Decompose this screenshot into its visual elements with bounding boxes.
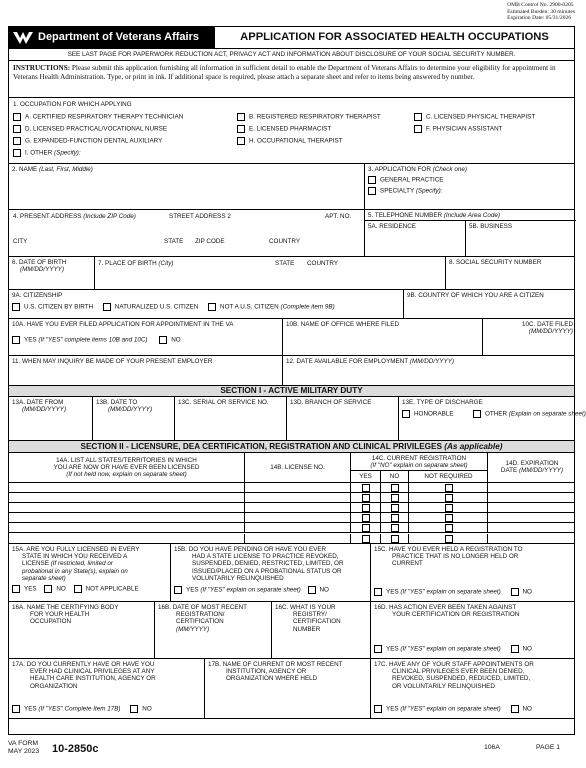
checkbox-icon[interactable] bbox=[391, 494, 399, 502]
checkbox-icon[interactable] bbox=[374, 705, 382, 713]
checkbox-icon[interactable] bbox=[391, 524, 399, 532]
checkbox-icon[interactable] bbox=[414, 125, 422, 133]
checkbox-icon[interactable] bbox=[362, 494, 370, 502]
col-license: 14B. LICENSE NO. bbox=[245, 453, 351, 482]
checkbox-icon[interactable] bbox=[511, 705, 519, 713]
col-expiration: 14D. EXPIRATION DATE (MM/DD/YYYY) bbox=[500, 460, 564, 475]
license-state-cell[interactable] bbox=[9, 503, 245, 512]
license-number-cell[interactable] bbox=[245, 493, 351, 502]
expiration-cell[interactable] bbox=[488, 503, 576, 512]
checkbox-icon[interactable] bbox=[445, 494, 453, 502]
q15b: 15B. DO YOU HAVE PENDING OR HAVE YOU EVER HAD A STATE LICENSE TO PRACTICE REVOKED, SUSPENDED, DENIED, RESTRICTED, LIMITED, OR ISSUED/PLACED ON A PROBATIONAL STATUS OR VOLUNTARILY RELINQUISHED YES (If "YES" explain on separate sheet) NO bbox=[171, 544, 371, 601]
reg-yes-cell bbox=[351, 534, 381, 543]
form-title: APPLICATION FOR ASSOCIATED HEALTH OCCUPATIONS bbox=[240, 31, 549, 44]
checkbox-icon[interactable] bbox=[445, 524, 453, 532]
reg-not-required-cell bbox=[409, 513, 488, 522]
col-states: 14A. LIST ALL STATES/TERRITORIES IN WHICH YOU ARE NOW OR HAVE EVER BEEN LICENSED (If not held now, explain on separate sheet) bbox=[9, 453, 245, 482]
checkbox-icon[interactable] bbox=[445, 535, 453, 543]
reg-yes-cell bbox=[351, 483, 381, 492]
checkbox-icon[interactable] bbox=[13, 149, 21, 157]
q5-telephone: 5. TELEPHONE NUMBER (Include Area Code) 5A. RESIDENCE 5B. BUSINESS bbox=[365, 210, 576, 256]
q15a: 15A. ARE YOU FULLY LICENSED IN EVERY STATE IN WHICH YOU RECEIVED A LICENSE (If restricted, limited or probational in any State(s), explain on separate sheet) YES NO NOT APPLICABLE bbox=[9, 544, 171, 601]
reg-no-cell bbox=[381, 513, 409, 522]
q11-q12-row bbox=[9, 356, 574, 386]
checkbox-icon[interactable] bbox=[374, 645, 382, 653]
checkbox-icon[interactable] bbox=[13, 125, 21, 133]
q9a-citizenship: 9A. CITIZENSHIP U.S. CITIZEN BY BIRTH NATURALIZED U.S. CITIZEN NOT A U.S. CITIZEN (Complete item 9B) bbox=[9, 290, 404, 318]
q1-option-e: E. LICENSED PHARMACIST bbox=[237, 125, 331, 133]
q1-occupation bbox=[9, 98, 574, 164]
checkbox-icon[interactable] bbox=[368, 176, 376, 184]
reg-no-cell bbox=[381, 483, 409, 492]
footer-form-label: VA FORM MAY 2023 bbox=[8, 740, 40, 755]
license-state-cell[interactable] bbox=[9, 534, 245, 543]
q2-name-field[interactable]: 2. NAME (Last, First, Middle) bbox=[9, 164, 365, 209]
license-table-row bbox=[9, 493, 574, 503]
omb-expiration: Expiration Date: 05/31/2026 bbox=[507, 15, 572, 22]
checkbox-icon[interactable] bbox=[12, 585, 20, 593]
footer-code: 106A bbox=[484, 744, 500, 751]
q1-option-h: H. OCCUPATIONAL THERAPIST bbox=[237, 137, 343, 145]
q1-option-b: B. REGISTERED RESPIRATORY THERAPIST bbox=[237, 113, 381, 121]
checkbox-icon[interactable] bbox=[391, 535, 399, 543]
va-logo-icon bbox=[12, 30, 34, 46]
checkbox-icon[interactable] bbox=[362, 504, 370, 512]
checkbox-icon[interactable] bbox=[44, 585, 52, 593]
department-name: Department of Veterans Affairs bbox=[38, 31, 199, 44]
notice-row bbox=[9, 49, 574, 61]
checkbox-icon[interactable] bbox=[402, 410, 410, 418]
q2-q3-row bbox=[9, 164, 574, 210]
section-2-header: SECTION II - LICENSURE, DEA CERTIFICATION, REGISTRATION AND CLINICAL PRIVILEGES (As applicable) bbox=[9, 441, 574, 453]
checkbox-icon[interactable] bbox=[12, 705, 20, 713]
q13d-branch-field[interactable]: 13D. BRANCH OF SERVICE bbox=[287, 397, 399, 440]
checkbox-icon[interactable] bbox=[74, 585, 82, 593]
checkbox-icon[interactable] bbox=[445, 504, 453, 512]
checkbox-icon[interactable] bbox=[237, 137, 245, 145]
checkbox-icon[interactable] bbox=[103, 303, 111, 311]
q16d: 16D. HAS ACTION EVER BEEN TAKEN AGAINST YOUR CERTIFICATION OR REGISTRATION YES (If "YES" explain on separate sheet) NO bbox=[374, 604, 532, 653]
checkbox-icon[interactable] bbox=[237, 113, 245, 121]
q9b-country-field[interactable]: 9B. COUNTRY OF WHICH YOU ARE A CITIZEN bbox=[407, 292, 544, 299]
q7-pob-field[interactable]: 7. PLACE OF BIRTH (City) STATE COUNTRY bbox=[95, 257, 446, 289]
instructions-text: Please submit this application furnishing all information in sufficient detail to enable the Department of Veterans Affairs to determine your eligibility for appointment in Veterans Health Administration. Type, or print in ink. If additional space is required, please attach a separate sheet and refer to items being answered by number. bbox=[13, 64, 556, 81]
reg-not-required-cell bbox=[409, 534, 488, 543]
q5a-residence-field[interactable]: 5A. RESIDENCE bbox=[365, 221, 466, 256]
section-1-row bbox=[9, 397, 586, 441]
footer-page: PAGE 1 bbox=[536, 744, 561, 751]
q17b-field[interactable]: 17B. NAME OF CURRENT OR MOST RECENT INSTITUTION, AGENCY OR ORGANIZATION WHERE HELD bbox=[205, 659, 371, 718]
license-number-cell[interactable] bbox=[245, 513, 351, 522]
reg-no-cell bbox=[381, 493, 409, 502]
q16c-field[interactable]: 16C. WHAT IS YOUR REGISTRY/ CERTIFICATION NUMBER bbox=[272, 602, 371, 658]
checkbox-icon[interactable] bbox=[445, 484, 453, 492]
license-table-row bbox=[9, 523, 574, 533]
application-form bbox=[8, 49, 586, 735]
q10b-office-field[interactable]: 10B. NAME OF OFFICE WHERE FILED bbox=[283, 319, 483, 355]
q10-row bbox=[9, 319, 574, 356]
q1-option-c: C. LICENSED PHYSICAL THERAPIST bbox=[414, 113, 535, 121]
q13c-serial-field[interactable]: 13C. SERIAL OR SERVICE NO. bbox=[175, 397, 287, 440]
checkbox-icon[interactable] bbox=[130, 705, 138, 713]
reg-not-required-cell bbox=[409, 523, 488, 532]
omb-control: OMB Control No. 2900-0205 bbox=[507, 2, 574, 8]
q6-dob-field[interactable]: 6. DATE OF BIRTH (MM/DD/YYYY) bbox=[9, 257, 95, 289]
q1-option-a: A. CERTIFIED RESPIRATORY THERAPY TECHNICIAN bbox=[13, 113, 183, 121]
expiration-cell[interactable] bbox=[488, 493, 576, 502]
q1-option-i: I. OTHER (Specify): bbox=[13, 149, 81, 157]
instructions-label: INSTRUCTIONS: bbox=[13, 64, 71, 72]
checkbox-icon[interactable] bbox=[159, 336, 167, 344]
q13e-discharge: 13E. TYPE OF DISCHARGE HONORABLE OTHER (Explain on separate sheet) bbox=[402, 399, 586, 418]
q1-label: 1. OCCUPATION FOR WHICH APPLYING bbox=[13, 101, 132, 108]
q17c: 17C. HAVE ANY OF YOUR STAFF APPOINTMENTS OR CLINICAL PRIVILEGES EVER BEEN DENIED, REVOKED, SUSPENDED, REDUCED, LIMITED, OR VOLUNTARILY RELINQUISHED YES (If "YES" explain on separate sheet) NO bbox=[374, 661, 534, 713]
license-table-row bbox=[9, 483, 574, 493]
license-number-cell[interactable] bbox=[245, 503, 351, 512]
q16-row bbox=[9, 602, 574, 659]
license-state-cell[interactable] bbox=[9, 483, 245, 492]
q1-option-g: G. EXPANDED-FUNCTION DENTAL AUXILIARY bbox=[13, 137, 162, 145]
reg-yes-cell bbox=[351, 493, 381, 502]
expiration-cell[interactable] bbox=[488, 513, 576, 522]
q11-inquiry-field[interactable]: 11. WHEN MAY INQUIRY BE MADE OF YOUR PRESENT EMPLOYER bbox=[9, 356, 283, 385]
reg-no-cell bbox=[381, 503, 409, 512]
expiration-cell[interactable] bbox=[488, 523, 576, 532]
license-table-row bbox=[9, 534, 574, 544]
license-table-header bbox=[9, 453, 574, 483]
q12-date-available-field[interactable]: 12. DATE AVAILABLE FOR EMPLOYMENT (MM/DD/YYYY) bbox=[286, 358, 454, 365]
checkbox-icon[interactable] bbox=[362, 535, 370, 543]
license-number-cell[interactable] bbox=[245, 523, 351, 532]
license-state-cell[interactable] bbox=[9, 513, 245, 522]
q15c: 15C. HAVE YOU EVER HELD A REGISTRATION TO PRACTICE THAT IS NO LONGER HELD OR CURRENT YES (If "YES" explain on separate sheet) NO bbox=[374, 546, 532, 596]
license-table-row bbox=[9, 513, 574, 523]
q1-option-d: D. LICENSED PRACTICAL/VOCATIONAL NURSE bbox=[13, 125, 167, 133]
checkbox-icon[interactable] bbox=[368, 187, 376, 195]
checkbox-icon[interactable] bbox=[208, 303, 216, 311]
checkbox-icon[interactable] bbox=[511, 645, 519, 653]
checkbox-icon[interactable] bbox=[13, 113, 21, 121]
q4-address-field[interactable]: 4. PRESENT ADDRESS (Include ZIP Code) STREET ADDRESS 2 APT. NO. CITY STATE ZIP CODE COUNTRY bbox=[9, 210, 365, 256]
q10c-date-field[interactable]: 10C. DATE FILED (MM/DD/YYYY) bbox=[522, 321, 573, 336]
reg-no-cell bbox=[381, 523, 409, 532]
checkbox-icon[interactable] bbox=[374, 588, 382, 596]
col-registration: 14C. CURRENT REGISTRATION (If "NO" explain on separate sheet) YES NO NOT REQUIRED bbox=[351, 453, 488, 482]
reg-not-required-cell bbox=[409, 503, 488, 512]
q8-ssn-field[interactable]: 8. SOCIAL SECURITY NUMBER bbox=[449, 259, 542, 266]
license-state-cell[interactable] bbox=[9, 523, 245, 532]
q17-row bbox=[9, 659, 574, 719]
q4-q5-row bbox=[9, 210, 574, 257]
q17a: 17A. DO YOU CURRENTLY HAVE OR HAVE YOU EVER HAD CLINICAL PRIVILEGES AT ANY HEALTH CARE INSTITUTION, AGENCY OR ORGANIZATION YES (If "YES" Complete Item 17B) NO bbox=[9, 659, 205, 718]
q13b-date-to-field[interactable]: 13B. DATE TO (MM/DD/YYYY) bbox=[93, 397, 175, 440]
checkbox-icon[interactable] bbox=[13, 137, 21, 145]
q9-row bbox=[9, 290, 574, 319]
checkbox-icon[interactable] bbox=[391, 484, 399, 492]
q6-q8-row bbox=[9, 257, 574, 290]
checkbox-icon[interactable] bbox=[174, 586, 182, 594]
expiration-cell[interactable] bbox=[488, 483, 576, 492]
q1-option-f: F. PHYSICIAN ASSISTANT bbox=[414, 125, 503, 133]
checkbox-icon[interactable] bbox=[391, 514, 399, 522]
q5b-business-field[interactable]: 5B. BUSINESS bbox=[469, 223, 513, 230]
checkbox-icon[interactable] bbox=[445, 514, 453, 522]
license-state-cell[interactable] bbox=[9, 493, 245, 502]
license-number-cell[interactable] bbox=[245, 483, 351, 492]
form-header bbox=[8, 26, 575, 49]
q15-row bbox=[9, 544, 574, 602]
checkbox-icon[interactable] bbox=[12, 303, 20, 311]
q13a-date-from-field[interactable]: 13A. DATE FROM (MM/DD/YYYY) bbox=[9, 397, 93, 440]
reg-not-required-cell bbox=[409, 483, 488, 492]
expiration-cell[interactable] bbox=[488, 534, 576, 543]
reg-yes-cell bbox=[351, 523, 381, 532]
reg-yes-cell bbox=[351, 513, 381, 522]
checkbox-icon[interactable] bbox=[391, 504, 399, 512]
q3-application-for: 3. APPLICATION FOR (Check one) GENERAL PRACTICE SPECIALTY (Specify): bbox=[368, 166, 467, 195]
reg-not-required-cell bbox=[409, 493, 488, 502]
q10a-filed: 10A. HAVE YOU EVER FILED APPLICATION FOR APPOINTMENT IN THE VA YES (If "YES" complete items 10B and 10C) NO bbox=[9, 319, 283, 355]
omb-info bbox=[507, 2, 575, 22]
license-number-cell[interactable] bbox=[245, 534, 351, 543]
checkbox-icon[interactable] bbox=[473, 410, 481, 418]
checkbox-icon[interactable] bbox=[308, 586, 316, 594]
checkbox-icon[interactable] bbox=[511, 588, 519, 596]
checkbox-icon[interactable] bbox=[414, 113, 422, 121]
checkbox-icon[interactable] bbox=[362, 524, 370, 532]
reg-yes-cell bbox=[351, 503, 381, 512]
q16a-field[interactable]: 16A. NAME THE CERTIFYING BODY FOR YOUR HEALTH OCCUPATION bbox=[9, 602, 155, 658]
instructions bbox=[9, 61, 574, 98]
reg-no-cell bbox=[381, 534, 409, 543]
checkbox-icon[interactable] bbox=[362, 514, 370, 522]
notice-text: SEE LAST PAGE FOR PAPERWORK REDUCTION ACT, PRIVACY ACT AND INFORMATION ABOUT DISCLOSURE OF YOUR SOCIAL SECURITY NUMBER. bbox=[67, 50, 516, 58]
footer-form-number: 10-2850c bbox=[52, 743, 99, 755]
omb-burden: Estimated Burden: 30 minutes bbox=[507, 8, 575, 15]
checkbox-icon[interactable] bbox=[12, 336, 20, 344]
q16b-field[interactable]: 16B. DATE OF MOST RECENT REGISTRATION/ CERTIFICATION (MM/YYYY) bbox=[155, 602, 272, 658]
license-table-row bbox=[9, 503, 574, 513]
checkbox-icon[interactable] bbox=[237, 125, 245, 133]
checkbox-icon[interactable] bbox=[362, 484, 370, 492]
section-1-header: SECTION I - ACTIVE MILITARY DUTY bbox=[9, 386, 574, 397]
va-banner bbox=[9, 27, 215, 48]
